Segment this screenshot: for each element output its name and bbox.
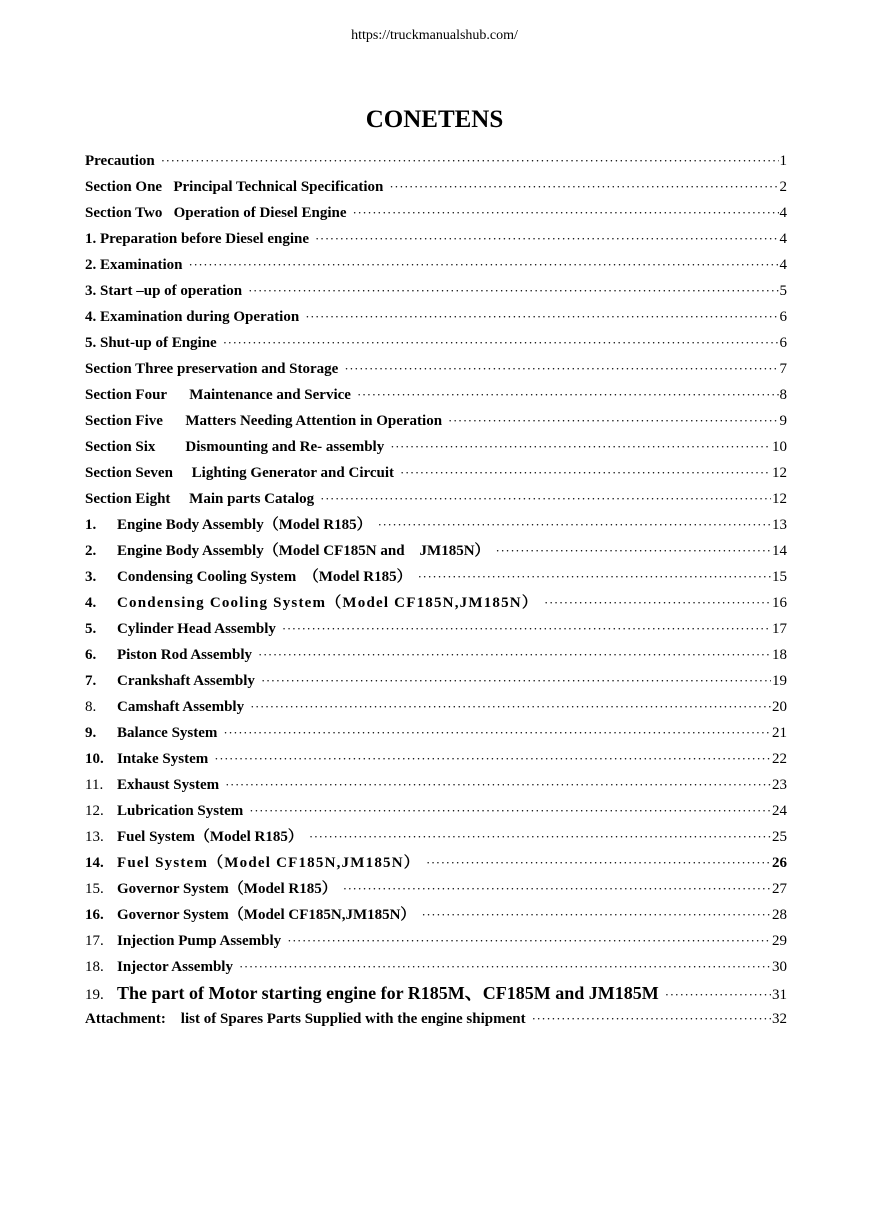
toc-entry [85, 590, 787, 616]
entry-page: 10 [772, 439, 787, 455]
entry-number: 14. [85, 855, 104, 871]
toc-entry [85, 694, 787, 720]
leader-dots [418, 564, 771, 590]
leader-dots [344, 356, 778, 382]
entry-number: 18. [85, 959, 104, 975]
leader-dots [665, 982, 771, 1008]
entry-page: 29 [772, 933, 787, 949]
table-of-contents [85, 148, 787, 1032]
leader-dots [309, 824, 771, 850]
toc-entry [85, 720, 787, 746]
toc-entry [85, 226, 787, 252]
entry-label: Section Five Matters Needing Attention in Operation [85, 413, 443, 429]
leader-dots [389, 174, 778, 200]
entry-number: 3. [85, 569, 97, 585]
entry-page: 22 [772, 751, 787, 767]
toc-entry [85, 356, 787, 382]
leader-dots [315, 226, 779, 252]
entry-page: 5 [779, 283, 787, 299]
toc-entry [85, 538, 787, 564]
entry-number: 19. [85, 987, 104, 1003]
entry-page: 7 [779, 361, 787, 377]
entry-page: 14 [772, 543, 787, 559]
entry-label: Lubrication System [117, 803, 244, 819]
toc-entry [85, 278, 787, 304]
toc-entry [85, 330, 787, 356]
leader-dots [282, 616, 771, 642]
leader-dots [225, 772, 771, 798]
entry-label: Exhaust System [117, 777, 220, 793]
leader-dots [223, 330, 779, 356]
entry-page: 6 [779, 309, 787, 325]
toc-entry [85, 304, 787, 330]
entry-page: 23 [772, 777, 787, 793]
toc-entry [85, 174, 787, 200]
entry-label: Section Three preservation and Storage [85, 361, 339, 377]
toc-entry [85, 382, 787, 408]
toc-entry [85, 1006, 787, 1032]
toc-entry [85, 512, 787, 538]
entry-number: 6. [85, 647, 97, 663]
toc-entry [85, 746, 787, 772]
entry-page: 21 [772, 725, 787, 741]
entry-label: Intake System [117, 751, 209, 767]
entry-label: Precaution [85, 153, 155, 169]
entry-number: 13. [85, 829, 104, 845]
leader-dots [390, 434, 771, 460]
entry-label: Fuel System（Model CF185N,JM185N） [117, 855, 420, 871]
leader-dots [248, 278, 778, 304]
entry-page: 28 [772, 907, 787, 923]
leader-dots [353, 200, 779, 226]
entry-page: 6 [779, 335, 787, 351]
toc-entry [85, 772, 787, 798]
entry-page: 8 [779, 387, 787, 403]
entry-page: 12 [772, 465, 787, 481]
leader-dots [223, 720, 771, 746]
toc-entry [85, 798, 787, 824]
entry-page: 17 [772, 621, 787, 637]
entry-label: Governor System（Model CF185N,JM185N） [117, 907, 416, 923]
toc-entry [85, 668, 787, 694]
leader-dots [250, 694, 771, 720]
entry-label: Injection Pump Assembly [117, 933, 282, 949]
entry-number: 17. [85, 933, 104, 949]
entry-label: 4. Examination during Operation [85, 309, 300, 325]
toc-entry [85, 460, 787, 486]
entry-number: 15. [85, 881, 104, 897]
entry-label: Cylinder Head Assembly [117, 621, 276, 637]
leader-dots [320, 486, 771, 512]
leader-dots [249, 798, 771, 824]
header-url[interactable]: https://truckmanualshub.com/ [351, 28, 518, 43]
entry-page: 31 [772, 987, 787, 1003]
toc-entry [85, 980, 787, 1006]
entry-page: 1 [779, 153, 787, 169]
entry-number: 5. [85, 621, 97, 637]
entry-number: 1. [85, 517, 97, 533]
entry-number: 12. [85, 803, 104, 819]
entry-page: 24 [772, 803, 787, 819]
entry-label: Section Four Maintenance and Service [85, 387, 351, 403]
entry-page: 15 [772, 569, 787, 585]
toc-entry [85, 434, 787, 460]
entry-page: 19 [772, 673, 787, 689]
entry-label: 5. Shut-up of Engine [85, 335, 217, 351]
entry-label: 1. Preparation before Diesel engine [85, 231, 309, 247]
entry-page: 4 [779, 257, 787, 273]
leader-dots [189, 252, 779, 278]
entry-page: 32 [772, 1011, 787, 1027]
entry-page: 13 [772, 517, 787, 533]
toc-entry [85, 928, 787, 954]
entry-page: 9 [779, 413, 787, 429]
entry-number: 4. [85, 595, 97, 611]
entry-label: Injector Assembly [117, 959, 233, 975]
leader-dots [400, 460, 771, 486]
leader-dots [426, 850, 771, 876]
leader-dots [357, 382, 779, 408]
entry-page: 30 [772, 959, 787, 975]
toc-entry [85, 564, 787, 590]
toc-entry [85, 824, 787, 850]
leader-dots [287, 928, 771, 954]
page-title: CONETENS [365, 106, 504, 133]
leader-dots [532, 1006, 771, 1032]
leader-dots [544, 590, 771, 616]
leader-dots [448, 408, 778, 434]
leader-dots [421, 902, 771, 928]
leader-dots [378, 512, 771, 538]
toc-entry [85, 408, 787, 434]
entry-label: The part of Motor starting engine for R185M、CF185M and JM185M [117, 983, 659, 1003]
entry-label: Section One Principal Technical Specification [85, 179, 384, 195]
toc-entry [85, 252, 787, 278]
leader-dots [261, 668, 771, 694]
leader-dots [214, 746, 771, 772]
leader-dots [239, 954, 771, 980]
entry-page: 18 [772, 647, 787, 663]
leader-dots [305, 304, 778, 330]
entry-page: 27 [772, 881, 787, 897]
entry-page: 20 [772, 699, 787, 715]
entry-label: 2. Examination [85, 257, 183, 273]
toc-entry [85, 148, 787, 174]
entry-label: Governor System（Model R185） [117, 881, 337, 897]
entry-page: 2 [779, 179, 787, 195]
entry-label: Section Six Dismounting and Re- assembly [85, 439, 385, 455]
toc-entry [85, 876, 787, 902]
entry-label: Attachment: list of Spares Parts Supplied with the engine shipment [85, 1011, 526, 1027]
entry-number: 9. [85, 725, 97, 741]
leader-dots [496, 538, 771, 564]
leader-dots [258, 642, 771, 668]
entry-label: Section Two Operation of Diesel Engine [85, 205, 347, 221]
entry-number: 7. [85, 673, 97, 689]
toc-entry [85, 486, 787, 512]
entry-label: 3. Start –up of operation [85, 283, 243, 299]
entry-number: 2. [85, 543, 97, 559]
entry-label: Section Seven Lighting Generator and Circuit [85, 465, 395, 481]
entry-page: 4 [779, 205, 787, 221]
entry-number: 16. [85, 907, 104, 923]
entry-page: 4 [779, 231, 787, 247]
entry-label: Condensing Cooling System（Model CF185N,JM185N） [117, 595, 539, 611]
entry-page: 12 [772, 491, 787, 507]
toc-entry [85, 642, 787, 668]
toc-entry [85, 200, 787, 226]
entry-label: Crankshaft Assembly [117, 673, 255, 689]
entry-label: Piston Rod Assembly [117, 647, 253, 663]
entry-label: Engine Body Assembly（Model R185） [117, 517, 372, 533]
entry-number: 10. [85, 751, 104, 767]
leader-dots [343, 876, 771, 902]
toc-entry [85, 902, 787, 928]
leader-dots [161, 148, 779, 174]
entry-page: 25 [772, 829, 787, 845]
entry-label: Section Eight Main parts Catalog [85, 491, 315, 507]
entry-number: 8. [85, 699, 97, 715]
entry-label: Condensing Cooling System （Model R185） [117, 569, 412, 585]
entry-page: 16 [772, 595, 787, 611]
toc-entry [85, 850, 787, 876]
entry-label: Balance System [117, 725, 218, 741]
entry-number: 11. [85, 777, 104, 793]
entry-label: Engine Body Assembly（Model CF185N and JM185N） [117, 543, 490, 559]
entry-page: 26 [772, 855, 787, 871]
entry-label: Fuel System（Model R185） [117, 829, 303, 845]
toc-entry [85, 954, 787, 980]
entry-label: Camshaft Assembly [117, 699, 245, 715]
toc-entry [85, 616, 787, 642]
